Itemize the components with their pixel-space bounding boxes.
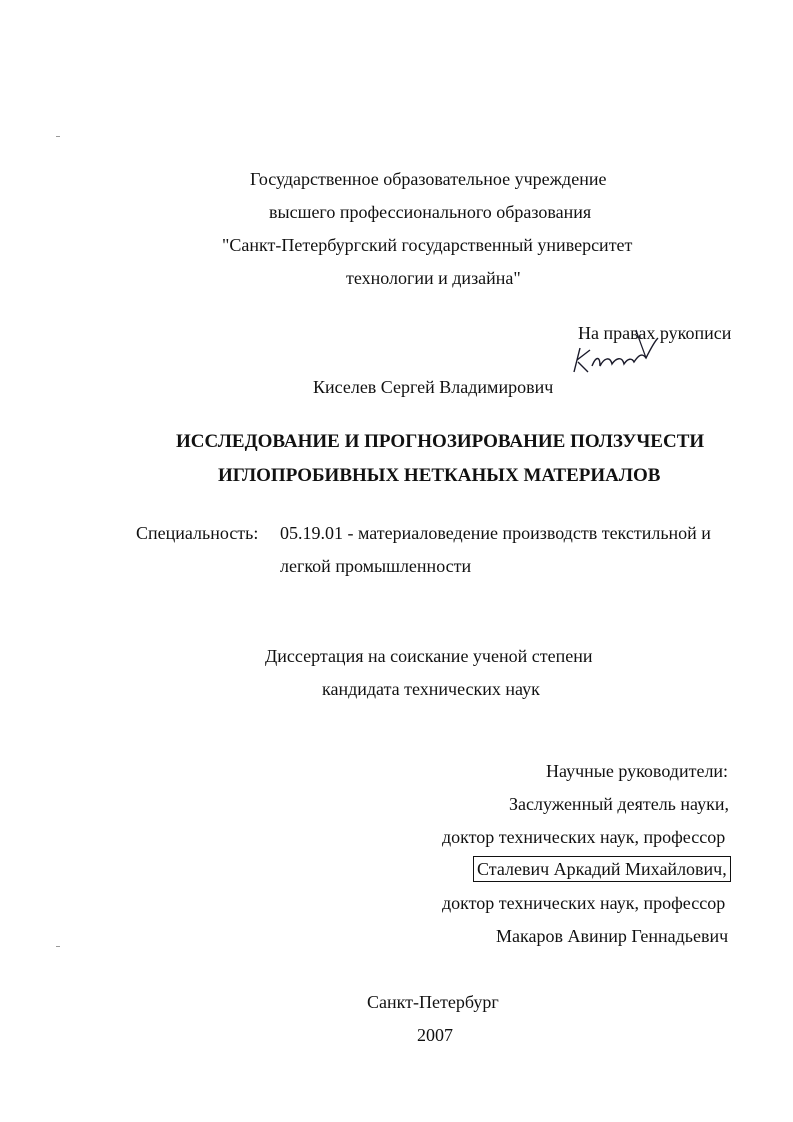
scan-mark [56, 136, 60, 137]
supervisor-1-title-1: Заслуженный деятель науки, [509, 794, 729, 814]
author-name: Киселев Сергей Владимирович [313, 377, 554, 397]
institution-line-2: высшего профессионального образования [269, 202, 592, 222]
city: Санкт-Петербург [367, 992, 499, 1012]
specialty-line-2: легкой промышленности [280, 556, 472, 576]
year: 2007 [417, 1025, 453, 1045]
institution-line-3: "Санкт-Петербургский государственный университет [222, 235, 633, 255]
dissertation-line-2: кандидата технических наук [322, 679, 540, 699]
dissertation-title-line-1: ИССЛЕДОВАНИЕ И ПРОГНОЗИРОВАНИЕ ПОЛЗУЧЕСТИ [176, 431, 705, 452]
supervisor-1-name: Сталевич Аркадий Михайлович, [473, 856, 731, 882]
supervisors-heading: Научные руководители: [546, 761, 729, 781]
dissertation-line-1: Диссертация на соискание ученой степени [265, 646, 593, 666]
dissertation-title-line-2: ИГЛОПРОБИВНЫХ НЕТКАНЫХ МАТЕРИАЛОВ [218, 465, 661, 486]
author-signature [566, 322, 666, 378]
institution-line-1: Государственное образовательное учреждение [250, 169, 607, 189]
specialty-label: Специальность: [136, 523, 259, 543]
supervisor-1-title-2: доктор технических наук, профессор [442, 827, 726, 847]
manuscript-rights: На правах рукописи [578, 323, 732, 343]
supervisor-2-title: доктор технических наук, профессор [442, 893, 726, 913]
scan-mark [56, 946, 60, 947]
institution-line-4: технологии и дизайна" [346, 268, 521, 288]
supervisor-2-name: Макаров Авинир Геннадьевич [496, 926, 729, 946]
specialty-line-1: 05.19.01 - материаловедение производств текстильной и [280, 523, 711, 543]
